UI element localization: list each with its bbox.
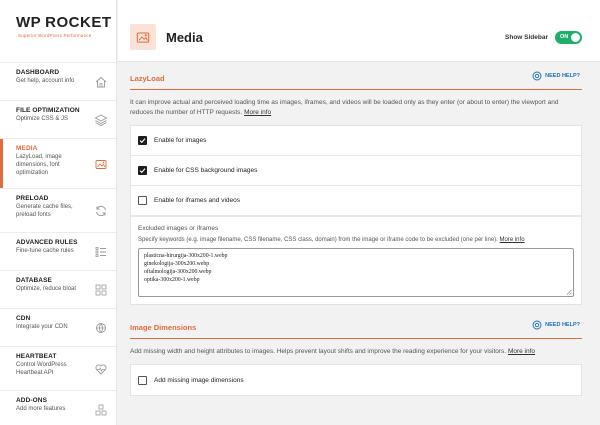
lazyload-desc-text: It can improve actual and perceived loading time as images, iframes, and videos will be loaded only as they enter (or about to enter) the viewport and reduces the number of HTTP requests. (130, 99, 559, 117)
checkbox[interactable] (138, 166, 147, 175)
section-description (130, 347, 582, 357)
lifebuoy-icon (532, 71, 542, 81)
image-dimensions-desc-text: Add missing width and height attributes to images. Helps prevent layout shifts and improve the reading experience for your visitors. (130, 348, 507, 356)
sidebar-item-preload[interactable] (0, 188, 116, 232)
show-sidebar-label: Show Sidebar (505, 34, 548, 41)
option-enable-css-backgrounds[interactable] (131, 156, 581, 186)
option-label: Enable for CSS background images (154, 167, 258, 175)
lazyload-section-header (130, 62, 582, 90)
option-label: Add missing image dimensions (154, 376, 244, 384)
sidebar-item-title: ADD-ONS (16, 397, 48, 404)
sidebar-item-dashboard[interactable] (0, 62, 116, 100)
sidebar-item-title: CDN (16, 315, 31, 322)
sidebar-item-title: MEDIA (16, 145, 38, 152)
sidebar-item-desc: Add more features (16, 406, 66, 412)
addons-icon (94, 403, 108, 417)
section-title: Image Dimensions (130, 323, 197, 333)
main-content (118, 62, 600, 425)
database-icon (94, 283, 108, 297)
exclude-description (138, 237, 574, 243)
checkbox[interactable] (138, 136, 147, 145)
logo[interactable] (0, 0, 116, 62)
layers-icon (94, 113, 108, 127)
logo-rocket-text: ROCKET (45, 14, 112, 31)
section-title: LazyLoad (130, 74, 165, 83)
exclude-more-info-link[interactable]: More info (499, 237, 525, 244)
exclude-desc-text: Specify keywords (e.g. image filename, CSS filename, CSS class, domain) from the image or iframe code to be excluded (one per line). (138, 237, 498, 244)
need-help-label: NEED HELP? (545, 73, 580, 79)
logo-tagline: Superior WordPress Performance (18, 33, 92, 38)
checkmark-icon (139, 137, 146, 144)
sidebar-item-file-optimization[interactable] (0, 100, 116, 138)
resize-grip-icon[interactable] (566, 289, 572, 295)
sidebar-item-database[interactable] (0, 270, 116, 308)
media-icon (94, 157, 108, 171)
sidebar-item-desc: Fine-tune cache rules (16, 248, 74, 254)
sidebar-item-desc: Integrate your CDN (16, 324, 68, 330)
option-enable-images[interactable] (131, 126, 581, 156)
option-label: Enable for images (154, 137, 207, 145)
checkmark-icon (139, 167, 146, 174)
heartbeat-icon (94, 362, 108, 376)
image-dimensions-section-header (130, 311, 582, 339)
lifebuoy-icon (532, 320, 542, 330)
sidebar-item-title: DATABASE (16, 277, 52, 284)
toggle-knob (571, 33, 580, 42)
sidebar-item-desc: Optimize, reduce bloat (16, 286, 77, 292)
sidebar-item-cdn[interactable] (0, 308, 116, 346)
media-icon (130, 24, 156, 50)
option-enable-iframes-videos[interactable] (131, 186, 581, 216)
sidebar-item-title: FILE OPTIMIZATION (16, 107, 80, 114)
need-help-link[interactable] (532, 320, 580, 330)
sidebar-item-advanced-rules[interactable] (0, 232, 116, 270)
more-info-link[interactable]: More info (244, 109, 272, 117)
need-help-label: NEED HELP? (545, 322, 580, 329)
sidebar-item-title: PRELOAD (16, 195, 49, 202)
sidebar-item-heartbeat[interactable] (0, 346, 116, 390)
page-header (118, 0, 600, 62)
show-sidebar-toggle[interactable] (555, 31, 582, 44)
home-icon (94, 75, 108, 89)
exclude-textarea[interactable] (138, 248, 574, 297)
checkbox[interactable] (138, 196, 147, 205)
image-dimensions-options-box (130, 364, 582, 396)
sidebar-item-title: ADVANCED RULES (16, 239, 78, 246)
more-info-link[interactable]: More info (507, 348, 536, 356)
cdn-icon (94, 321, 108, 335)
exclude-line: optika-300x200-1.webp (144, 276, 200, 283)
page-title: Media (166, 30, 203, 45)
exclude-title: Excluded images or iframes (138, 225, 219, 233)
sidebar-item-media[interactable] (0, 138, 116, 188)
exclude-line: plasticna-hirurgija-300x200-1.webp (144, 253, 228, 260)
sidebar-item-add-ons[interactable] (0, 390, 116, 425)
list-icon (94, 245, 108, 259)
need-help-link[interactable] (532, 71, 580, 81)
sidebar-item-title: DASHBOARD (16, 69, 60, 76)
sidebar-item-title: HEARTBEAT (16, 353, 57, 360)
section-description (130, 98, 582, 118)
sidebar-item-desc: LazyLoad, image dimensions, font optimization (16, 154, 62, 176)
logo-wp: WP (16, 14, 42, 31)
exclude-line: oftalmologija-300x200.webp (144, 268, 212, 275)
sidebar-item-desc: Control WordPress Heartbeat API (16, 362, 67, 376)
sidebar (0, 0, 117, 425)
checkbox[interactable] (138, 376, 147, 385)
sidebar-item-desc: Generate cache files, preload fonts (16, 204, 73, 218)
option-add-missing-dimensions[interactable] (131, 365, 581, 395)
toggle-state: ON (560, 34, 569, 40)
option-label: Enable for iframes and videos (154, 197, 240, 205)
lazyload-options-box (130, 125, 582, 305)
exclude-line: ginekologija-300x200.webp (144, 260, 210, 267)
exclude-field-group (131, 216, 581, 304)
sidebar-item-desc: Get help, account info (16, 78, 75, 84)
sidebar-item-desc: Optimize CSS & JS (16, 116, 69, 122)
refresh-icon (94, 204, 108, 218)
